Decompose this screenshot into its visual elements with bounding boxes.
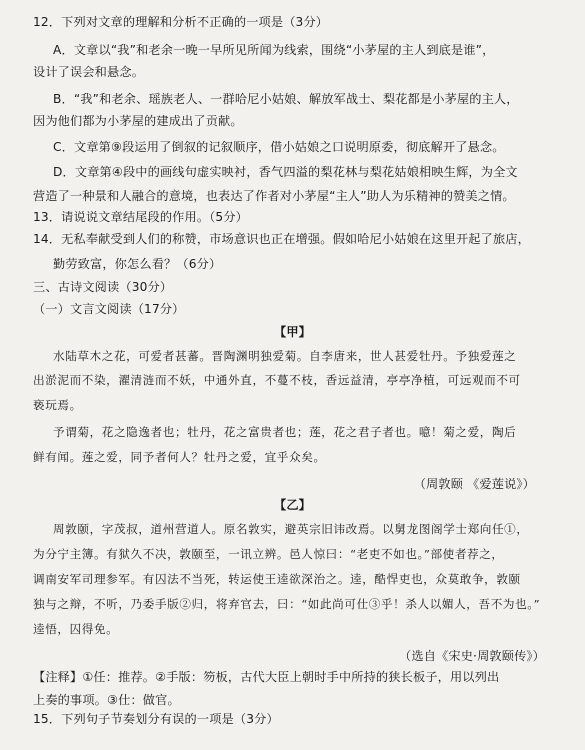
passage-jia-line: 亵玩焉。 xyxy=(33,398,82,412)
subsection-heading: （一）文言文阅读（17分） xyxy=(33,302,185,316)
passage-jia-line: 鲜有闻。莲之爱，同予者何人？牡丹之爱，宜乎众矣。 xyxy=(33,450,326,464)
q13-stem: 13．请说说文章结尾段的作用。（5分） xyxy=(33,210,249,224)
passage-yi-source: （选自《宋史·周敦颐传》） xyxy=(399,649,545,663)
q12-option-b-line2: 因为他们都为小茅屋的建成出了贡献。 xyxy=(33,114,243,128)
passage-yi-line: 周敦颐，字茂叔，道州营道人。原名敦实，避英宗旧讳改焉。以舅龙图阁学士郑向任①， xyxy=(53,522,529,536)
passage-jia-line: 出淤泥而不染，濯清涟而不妖，中通外直，不蔓不枝，香远益清，亭亭净植，可远观而不可 xyxy=(33,373,521,387)
passage-yi-line: 独与之辩，不听，乃委手版②归，将弃官去，曰：“如此尚可仕③乎！杀人以媚人，吾不为也。” xyxy=(33,597,541,611)
passage-jia-heading: 【甲】 xyxy=(273,325,311,339)
section-heading: 三、古诗文阅读（30分） xyxy=(33,280,173,294)
passage-yi-line: 逵悟，囚得免。 xyxy=(33,622,119,636)
q12-option-a-line2: 设计了误会和悬念。 xyxy=(33,65,145,79)
passage-jia-line: 水陆草木之花，可爱者甚蕃。晋陶渊明独爱菊。自李唐来，世人甚爱牡丹。予独爱莲之 xyxy=(53,349,517,363)
passage-jia-line: 予谓菊，花之隐逸者也；牡丹，花之富贵者也；莲，花之君子者也。噫！菊之爱，陶后 xyxy=(53,425,517,439)
q12-option-c: C．文章第⑨段运用了倒叙的记叙顺序，借小姑娘之口说明原委，彻底解开了悬念。 xyxy=(53,140,505,154)
q12-option-a-line1: A．文章以“我”和老余一晚一早所见所闻为线索，围绕“小茅屋的主人到底是谁”， xyxy=(53,43,495,57)
passage-yi-line: 调南安军司理参军。有囚法不当死，转运使王逵欲深治之。逵，酷悍吏也，众莫敢争，敦颐 xyxy=(33,572,521,586)
q12-option-d-line1: D．文章第④段中的画线句虚实映衬，香气四溢的梨花林与梨花姑娘相映生辉，为全文 xyxy=(53,165,518,179)
passage-jia-source: （周敦颐 《爱莲说》） xyxy=(413,477,535,491)
q12-option-b-line1: B．“我”和老余、瑶族老人、一群哈尼小姑娘、解放军战士、梨花都是小茅屋的主人， xyxy=(53,92,519,106)
q15-stem: 15．下列句子节奏划分有误的一项是（3分） xyxy=(33,712,279,726)
q14-stem-line1: 14．无私奉献受到人们的称赞，市场意识也正在增强。假如哈尼小姑娘在这里开起了旅店， xyxy=(33,232,530,246)
passage-yi-heading: 【乙】 xyxy=(273,498,311,512)
q12-stem: 12．下列对文章的理解和分析不正确的一项是（3分） xyxy=(33,15,329,29)
annotation-line2: 上奏的事项。③仕：做官。 xyxy=(33,693,180,707)
passage-yi-line: 为分宁主簿。有狱久不决，敦颐至，一讯立辨。邑人惊曰：“老吏不如也。”部使者荐之， xyxy=(33,547,504,561)
annotation-line1: 【注释】①任：推荐。②手版：笏板，古代大臣上朝时手中所持的狭长板子，用以列出 xyxy=(33,670,500,684)
q14-stem-line2: 勤劳致富，你怎么看？（6分） xyxy=(53,257,222,271)
q12-option-d-line2: 营造了一种景和人融合的意境，也表达了作者对小茅屋“主人”助人为乐精神的赞美之情。 xyxy=(33,189,515,203)
